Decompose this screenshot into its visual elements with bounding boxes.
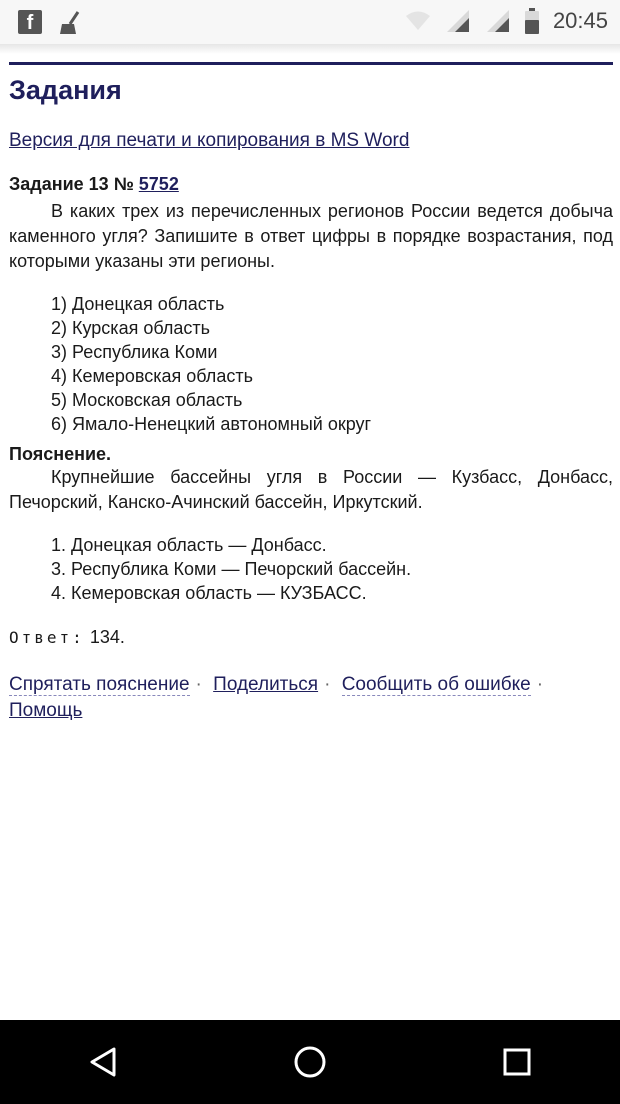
list-item: 4) Кемеровская область	[51, 366, 253, 386]
separator: ·	[195, 674, 202, 695]
facebook-icon: f	[18, 10, 42, 34]
answer-line	[9, 627, 613, 648]
list-item: 6) Ямало-Ненецкий автономный округ	[51, 414, 372, 434]
task-number-link[interactable]: 5752	[138, 174, 179, 194]
battery-icon	[525, 8, 539, 34]
task-question: В каких трех из перечисленных регионов России ведется добыча каменного угля? Запишите в ответ цифры в порядке возрастания, под которыми указаны эти регионы.	[9, 201, 613, 271]
print-version-link[interactable]: Версия для печати и копирования в MS Word	[9, 130, 410, 151]
help-link[interactable]: Помощь	[9, 700, 83, 721]
signal-icon	[445, 8, 471, 34]
navigation-bar	[0, 1020, 620, 1104]
explanation-title: Пояснение.	[9, 444, 112, 464]
list-item: 5) Московская область	[51, 390, 243, 410]
answer-value: 134.	[89, 627, 125, 647]
list-item: 1. Донецкая область — Донбасс.	[51, 535, 327, 555]
back-icon	[88, 1046, 118, 1078]
explanation-text: Крупнейшие бассейны угля в России — Кузбасс, Донбасс, Печорский, Канско-Ачинский бассейн, Иркутский.	[9, 467, 613, 512]
main-content	[9, 62, 613, 724]
list-item: 3) Республика Коми	[51, 342, 218, 362]
list-item: 3. Республика Коми — Печорский бассейн.	[51, 559, 412, 579]
broom-icon	[58, 10, 82, 36]
back-button[interactable]	[81, 1040, 125, 1084]
home-icon	[293, 1045, 327, 1079]
header-shadow	[0, 44, 620, 54]
action-links	[9, 672, 613, 724]
title-rule	[9, 62, 613, 65]
hide-explanation-link[interactable]: Спрятать пояснение	[9, 674, 190, 695]
share-link[interactable]: Поделиться	[213, 674, 319, 695]
answer-label: Ответ:	[9, 628, 85, 647]
clock: 20:45	[552, 8, 608, 33]
explanation-list	[9, 533, 613, 605]
page-title: Задания	[9, 75, 122, 105]
recents-icon	[502, 1047, 532, 1077]
list-item: 1) Донецкая область	[51, 294, 225, 314]
list-item: 2) Курская область	[51, 318, 210, 338]
list-item: 4. Кемеровская область — КУЗБАСС.	[51, 583, 367, 603]
wifi-icon	[405, 10, 431, 32]
recents-button[interactable]	[495, 1040, 539, 1084]
separator: ·	[324, 674, 331, 695]
options-list	[9, 292, 613, 436]
task-header-label: Задание 13 №	[9, 174, 134, 194]
report-error-link[interactable]: Сообщить об ошибке	[341, 674, 531, 695]
signal-icon	[485, 8, 511, 34]
status-bar	[0, 0, 620, 44]
task-header	[9, 174, 613, 195]
home-button[interactable]	[288, 1040, 332, 1084]
separator: ·	[536, 674, 544, 695]
